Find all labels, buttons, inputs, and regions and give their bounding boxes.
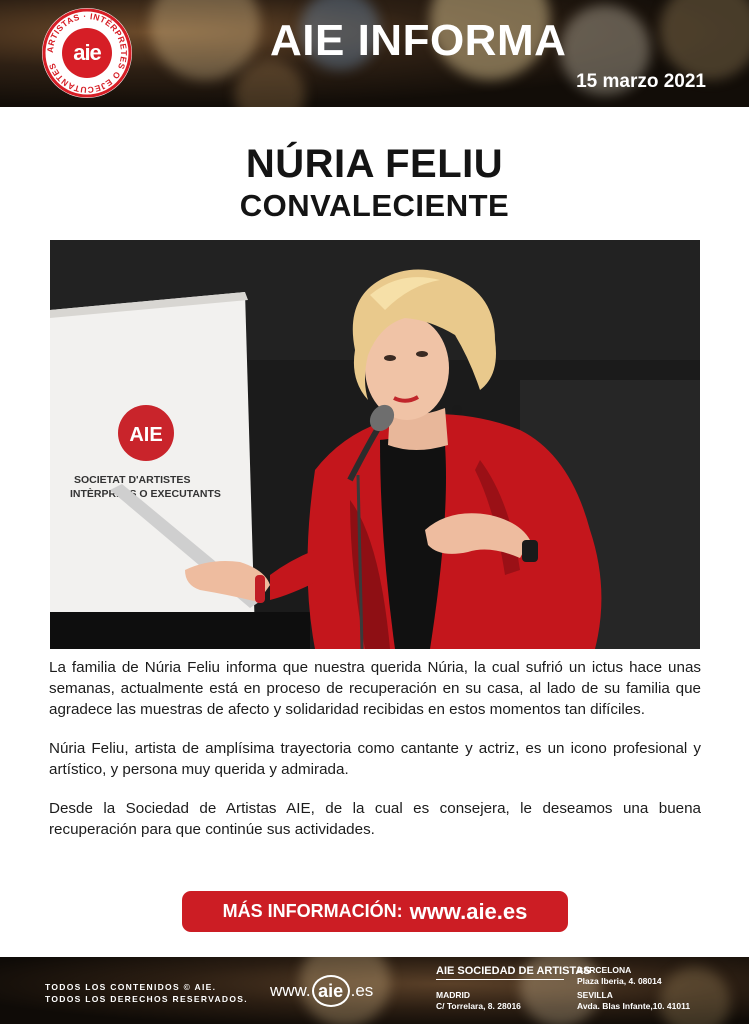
body-paragraph: Núria Feliu, artista de amplísima trayectoria como cantante y actriz, es un icono profesional y artístico, y persona muy querida y admirada. xyxy=(49,740,701,778)
article-title: NÚRIA FELIU xyxy=(245,142,504,186)
web-suffix: .es xyxy=(350,981,374,1000)
bokeh-light xyxy=(235,60,305,107)
office-address: C/ Torrelara, 8. 28016 xyxy=(436,1001,521,1011)
society-name: AIE SOCIEDAD DE ARTISTAS xyxy=(436,965,564,980)
svg-text:ARTISTAS · INTÉRPRETES O EJECU: ARTISTAS · INTÉRPRETES O EJECUTANTES xyxy=(44,10,130,96)
copyright-line: TODOS LOS DERECHOS RESERVADOS. xyxy=(45,994,248,1004)
article-photo xyxy=(50,240,700,649)
header-title: AIE INFORMA xyxy=(270,16,567,65)
copyright-notice xyxy=(45,981,248,1005)
footer-website-link[interactable] xyxy=(270,975,373,1007)
society-block xyxy=(436,965,591,980)
header-banner xyxy=(0,0,749,107)
more-info-button[interactable] xyxy=(182,891,568,932)
aie-logo[interactable] xyxy=(42,8,132,98)
office-address: Plaza Iberia, 4. 08014 xyxy=(577,976,662,986)
web-brand-badge: aie xyxy=(312,975,350,1007)
sign-text-line1: SOCIETAT D'ARTISTES xyxy=(74,474,191,486)
singer-at-microphone-illustration xyxy=(50,240,700,649)
article-body xyxy=(49,657,701,858)
sign-logo-text: AIE xyxy=(129,424,163,446)
body-paragraph: La familia de Núria Feliu informa que nuestra querida Núria, la cual sufrió un ictus hace unas semanas, actualmente está en proceso de recuperación en su casa, al lado de su familia que agradece las muestras de afecto y solidaridad recibidas en estos momentos tan difíciles. xyxy=(49,659,701,718)
header-date: 15 marzo 2021 xyxy=(576,71,706,92)
office-sevilla xyxy=(577,990,690,1012)
office-madrid xyxy=(436,990,521,1012)
footer xyxy=(0,957,749,1024)
bokeh-light xyxy=(150,0,260,80)
more-info-url[interactable]: www.aie.es xyxy=(409,898,528,924)
copyright-line: TODOS LOS CONTENIDOS © AIE. xyxy=(45,982,217,992)
body-paragraph: Desde la Sociedad de Artistas AIE, de la cual es consejera, le deseamos una buena recuperación para que continúe sus actividades. xyxy=(49,800,701,838)
article-subtitle: CONVALECIENTE xyxy=(239,188,510,223)
office-city: BARCELONA xyxy=(577,965,632,975)
sign-text-line2: INTÈRPRETS O EXECUTANTS xyxy=(70,488,221,500)
office-address: Avda. Blas Infante,10. 41011 xyxy=(577,1001,691,1011)
office-barcelona xyxy=(577,965,662,987)
more-info-label: MÁS INFORMACIÓN: xyxy=(222,901,403,921)
bokeh-light xyxy=(660,0,749,80)
logo-mark: aie xyxy=(62,28,112,78)
office-city: MADRID xyxy=(436,990,470,1000)
web-prefix: www. xyxy=(270,981,311,1000)
office-city: SEVILLA xyxy=(577,990,613,1000)
